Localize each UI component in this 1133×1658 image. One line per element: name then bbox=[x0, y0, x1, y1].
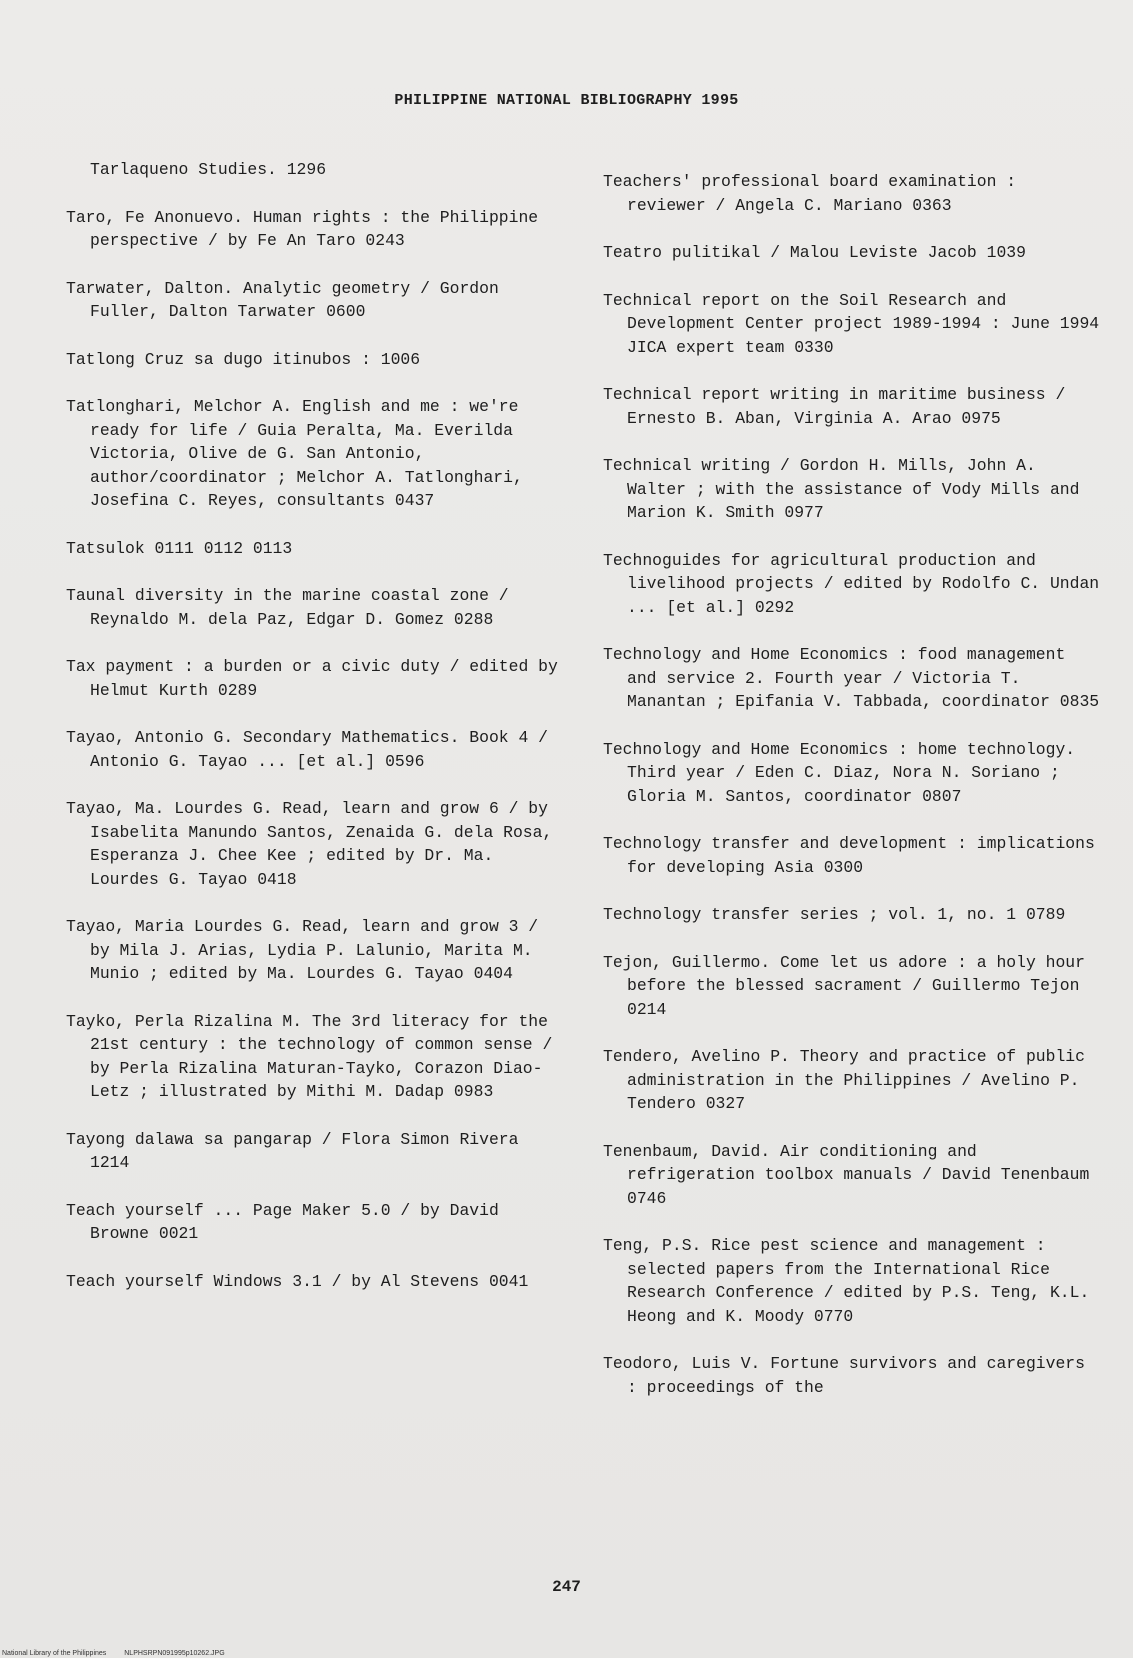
bibliography-entry: Teodoro, Luis V. Fortune survivors and caregivers : proceedings of the bbox=[603, 1354, 1085, 1397]
bibliography-entry: Tatlonghari, Melchor A. English and me : we're ready for life / Guia Peralta, Ma. Everilda Victoria, Olive de G. San Antonio, author/coordinator ; Melchor A. Tatlonghari, Josefina C. Reyes, consultants 0437 bbox=[66, 397, 523, 510]
bibliography-entry: Taunal diversity in the marine coastal zone / Reynaldo M. dela Paz, Edgar D. Gomez 0288 bbox=[66, 586, 509, 629]
bibliography-entry: Technology and Home Economics : home technology. Third year / Eden C. Diaz, Nora N. Soriano ; Gloria M. Santos, coordinator 0807 bbox=[603, 739, 1076, 806]
bibliography-entry: Technical report on the Soil Research and Development Center project 1989-1994 : June 1994 JICA expert team 0330 bbox=[603, 290, 1100, 357]
bibliography-entry: Teach yourself Windows 3.1 / by Al Stevens 0041 bbox=[66, 1271, 529, 1291]
bibliography-entry: Teng, P.S. Rice pest science and management : selected papers from the International Rice Research Conference / edited by P.S. Teng, K.L. Heong and K. Moody 0770 bbox=[603, 1236, 1090, 1326]
bibliography-entry: Tarwater, Dalton. Analytic geometry / Gordon Fuller, Dalton Tarwater 0600 bbox=[66, 278, 499, 321]
bibliography-entry: Tayko, Perla Rizalina M. The 3rd literacy for the 21st century : the technology of common sense / by Perla Rizalina Maturan-Tayko, Corazon Diao-Letz ; illustrated by Mithi M. Dadap 0983 bbox=[66, 1011, 553, 1101]
bibliography-entry: Tayao, Ma. Lourdes G. Read, learn and grow 6 / by Isabelita Manundo Santos, Zenaida G. dela Rosa, Esperanza J. Chee Kee ; edited by Dr. Ma. Lourdes G. Tayao 0418 bbox=[66, 799, 553, 889]
bibliography-entry: Tax payment : a burden or a civic duty / edited by Helmut Kurth 0289 bbox=[66, 657, 558, 700]
bibliography-entry: Taro, Fe Anonuevo. Human rights : the Philippine perspective / by Fe An Taro 0243 bbox=[66, 207, 539, 250]
bibliography-entry: Tarlaqueno Studies. 1296 bbox=[90, 160, 327, 179]
page-number: 247 bbox=[552, 1578, 581, 1596]
left-column bbox=[66, 158, 566, 1317]
footer-file: NLPHSRPN091995p10262.JPG bbox=[124, 1650, 225, 1657]
footer-library: National Library of the Philippines bbox=[2, 1650, 107, 1657]
bibliography-entry: Tejon, Guillermo. Come let us adore : a holy hour before the blessed sacrament / Guillermo Tejon 0214 bbox=[603, 952, 1085, 1019]
right-column bbox=[603, 170, 1103, 1423]
running-head: PHILIPPINE NATIONAL BIBLIOGRAPHY 1995 bbox=[394, 92, 739, 109]
bibliography-entry: Teachers' professional board examination : reviewer / Angela C. Mariano 0363 bbox=[603, 172, 1017, 215]
bibliography-entry: Technoguides for agricultural production and livelihood projects / edited by Rodolfo C. Undan ... [et al.] 0292 bbox=[603, 550, 1100, 617]
bibliography-entry: Tatlong Cruz sa dugo itinubos : 1006 bbox=[66, 349, 421, 369]
bibliography-entry: Technical writing / Gordon H. Mills, John A. Walter ; with the assistance of Vody Mills and Marion K. Smith 0977 bbox=[603, 456, 1080, 522]
scan-footer bbox=[0, 1650, 243, 1658]
bibliography-entry: Tayao, Antonio G. Secondary Mathematics. Book 4 / Antonio G. Tayao ... [et al.] 0596 bbox=[66, 728, 548, 771]
bibliography-entry: Tayong dalawa sa pangarap / Flora Simon Rivera 1214 bbox=[66, 1129, 519, 1172]
bibliography-entry: Technology transfer and development : implications for developing Asia 0300 bbox=[603, 834, 1095, 877]
bibliography-entry: Teach yourself ... Page Maker 5.0 / by David Browne 0021 bbox=[66, 1200, 499, 1243]
bibliography-entry: Technology transfer series ; vol. 1, no. 1 0789 bbox=[603, 905, 1066, 924]
bibliography-entry: Technology and Home Economics : food management and service 2. Fourth year / Victoria T. Manantan ; Epifania V. Tabbada, coordinator 0835 bbox=[603, 645, 1100, 711]
bibliography-entry: Tayao, Maria Lourdes G. Read, learn and grow 3 / by Mila J. Arias, Lydia P. Lalunio, Marita M. Munio ; edited by Ma. Lourdes G. Tayao 0404 bbox=[66, 917, 539, 983]
bibliography-entry: Teatro pulitikal / Malou Leviste Jacob 1039 bbox=[603, 243, 1026, 262]
bibliography-entry: Technical report writing in maritime business / Ernesto B. Aban, Virginia A. Arao 0975 bbox=[603, 385, 1066, 428]
bibliography-entry: Tatsulok 0111 0112 0113 bbox=[66, 538, 293, 558]
bibliography-entry: Tenenbaum, David. Air conditioning and refrigeration toolbox manuals / David Tenenbaum 0746 bbox=[603, 1141, 1090, 1208]
bibliography-entry: Tendero, Avelino P. Theory and practice of public administration in the Philippines / Avelino P. Tendero 0327 bbox=[603, 1047, 1085, 1113]
